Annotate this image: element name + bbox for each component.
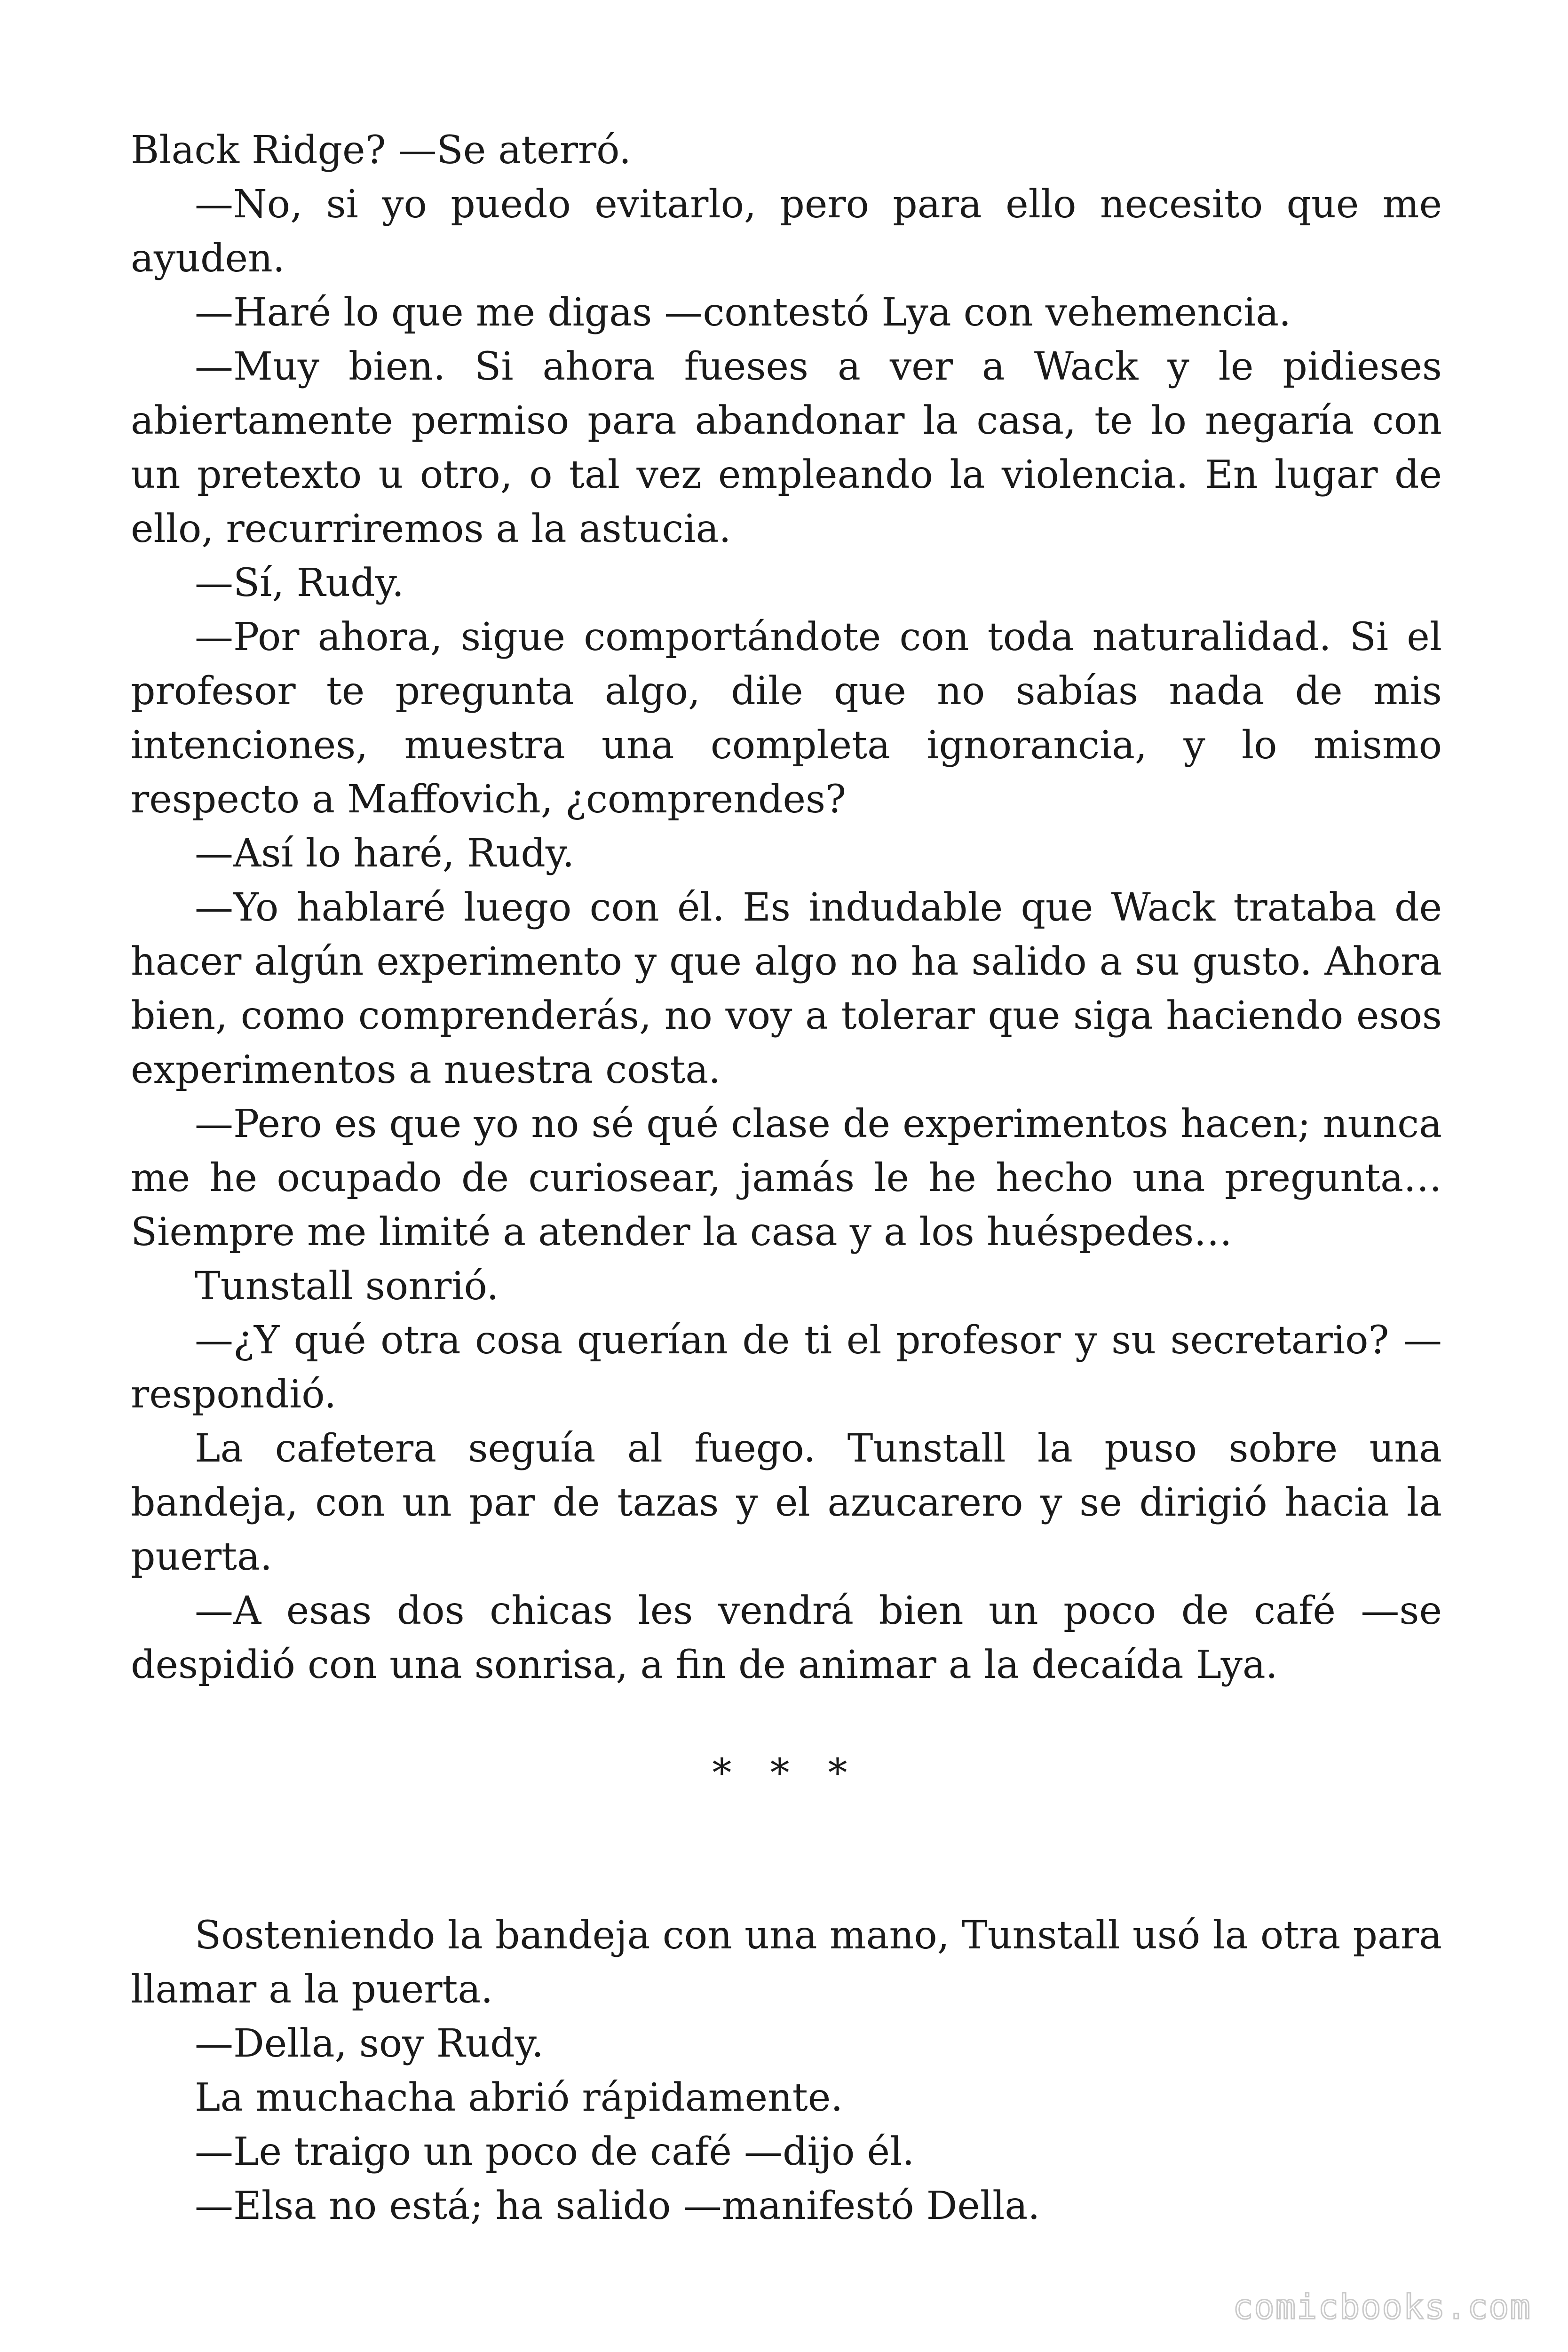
paragraph: —Yo hablaré luego con él. Es indudable que Wack trataba de hacer algún experimento y que algo no ha salido a su gusto. Ahora bien, como comprenderás, no voy a tolerar que siga haciendo esos experimentos a nuestra costa. bbox=[131, 885, 1442, 1092]
paragraph: La muchacha abrió rápidamente. bbox=[195, 2075, 843, 2120]
paragraph: —Della, soy Rudy. bbox=[195, 2021, 544, 2066]
section-separator: * * * bbox=[712, 1751, 861, 1796]
paragraph: —Muy bien. Si ahora fueses a ver a Wack y le pidieses abiertamente permiso para abandonar la casa, te lo negaría con un pretexto u otro, o tal vez empleando la violencia. En lugar de ello, recurriremos a la astucia. bbox=[131, 344, 1442, 551]
paragraph: —Pero es que yo no sé qué clase de experimentos hacen; nunca me he ocupado de curiosear, jamás le he hecho una pregunta… Siempre me limité a atender la casa y a los huéspedes… bbox=[131, 1102, 1442, 1255]
paragraph: —¿Y qué otra cosa querían de ti el profesor y su secretario? —respondió. bbox=[131, 1318, 1442, 1417]
watermark: comicbooks.com bbox=[1233, 2287, 1531, 2327]
paragraph: —Haré lo que me digas —contestó Lya con vehemencia. bbox=[195, 290, 1291, 335]
paragraph: Sosteniendo la bandeja con una mano, Tunstall usó la otra para llamar a la puerta. bbox=[131, 1913, 1442, 2012]
paragraph: —A esas dos chicas les vendrá bien un poco de café —se despidió con una sonrisa, a fin de animar a la decaída Lya. bbox=[131, 1589, 1442, 1687]
paragraph: —Por ahora, sigue comportándote con toda naturalidad. Si el profesor te pregunta algo, dile que no sabías nada de mis intenciones, muestra una completa ignorancia, y lo mismo respecto a Maffovich, ¿comprendes? bbox=[131, 615, 1442, 822]
paragraph: —Le traigo un poco de café —dijo él. bbox=[195, 2130, 915, 2174]
paragraph: La cafetera seguía al fuego. Tunstall la puso sobre una bandeja, con un par de tazas y el azucarero y se dirigió hacia la puerta. bbox=[131, 1426, 1442, 1579]
paragraph: Tunstall sonrió. bbox=[195, 1264, 499, 1309]
paragraph: Black Ridge? —Se aterró. bbox=[131, 128, 632, 173]
paragraph: —No, si yo puedo evitarlo, pero para ello necesito que me ayuden. bbox=[131, 182, 1442, 281]
book-page bbox=[131, 123, 1442, 2233]
paragraph: —Sí, Rudy. bbox=[195, 561, 404, 605]
paragraph: —Así lo haré, Rudy. bbox=[195, 831, 575, 876]
paragraph: —Elsa no está; ha salido —manifestó Della. bbox=[195, 2184, 1040, 2228]
